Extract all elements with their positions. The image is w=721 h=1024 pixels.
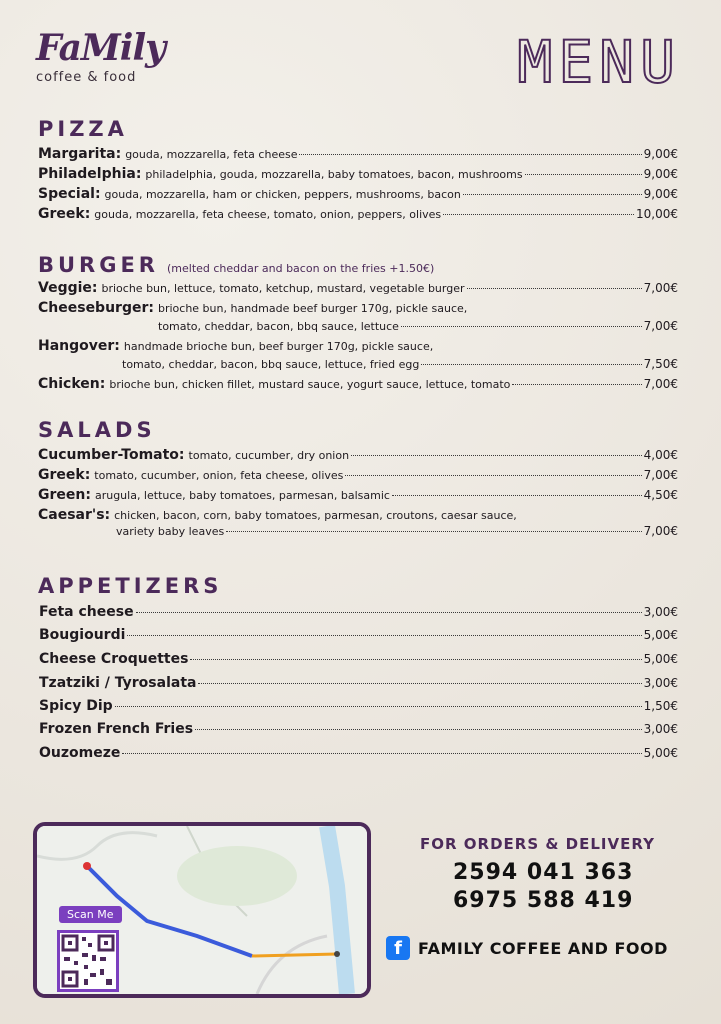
menu-item [39,698,678,714]
section-title-appetizers: APPETIZERS [38,574,223,598]
leader-dots [512,384,641,385]
menu-item [39,721,678,737]
section-title-burger [38,253,434,277]
leader-dots [345,475,641,476]
item-desc: gouda, mozzarella, ham or chicken, peppers, mushrooms, bacon [104,188,461,201]
item-price: 7,00€ [643,377,678,391]
leader-dots [122,753,641,754]
menu-item [38,487,678,503]
menu-item [38,467,678,483]
item-name: Spicy Dip [39,698,113,714]
item-name: Hangover: [38,338,120,354]
item-name: Cheese Croquettes [39,651,189,667]
item-desc: variety baby leaves [116,525,225,538]
leader-dots [525,174,642,175]
leader-dots [127,635,641,636]
menu-item [38,507,517,523]
item-price: 7,50€ [643,357,678,371]
leader-dots [463,194,642,195]
item-price: 5,00€ [643,652,678,666]
scan-me-label: Scan Me [59,906,122,923]
menu-title: MENU [517,28,681,96]
menu-item [39,627,678,643]
item-desc: brioche bun, handmade beef burger 170g, pickle sauce, [157,302,468,315]
leader-dots [401,326,642,327]
item-desc: brioche bun, lettuce, tomato, ketchup, mustard, vegetable burger [101,282,465,295]
item-price: 4,00€ [643,448,678,462]
section-title-salads: SALADS [38,418,156,442]
leader-dots [467,288,642,289]
leader-dots [226,531,641,532]
item-desc: tomato, cucumber, onion, feta cheese, olives [94,469,344,482]
leader-dots [443,214,634,215]
section-title-pizza: PIZZA [38,117,128,141]
phone-number[interactable]: 6975 588 419 [453,888,634,913]
item-price: 7,00€ [643,281,678,295]
item-price: 3,00€ [643,605,678,619]
facebook-link[interactable] [386,936,668,960]
menu-item [39,675,678,691]
item-name: Margarita: [38,146,122,162]
burger-note: (melted cheddar and bacon on the fries +1.50€) [166,262,435,275]
menu-item [39,604,678,620]
leader-dots [351,455,642,456]
item-price: 9,00€ [643,167,678,181]
item-price: 9,00€ [643,187,678,201]
menu-item [38,280,678,296]
phone-number[interactable]: 2594 041 363 [453,860,634,885]
logo-brand: FaMily [36,27,166,69]
item-desc: tomato, cucumber, dry onion [188,449,350,462]
item-name: Cucumber-Tomato: [38,447,185,463]
item-price: 7,00€ [643,319,678,333]
item-price: 10,00€ [636,207,678,221]
item-desc: handmade brioche bun, beef burger 170g, pickle sauce, [123,340,434,353]
menu-item-continued [116,524,678,538]
item-price: 3,00€ [643,722,678,736]
item-desc: gouda, mozzarella, feta cheese, tomato, onion, peppers, olives [94,208,442,221]
qr-code[interactable] [57,930,119,992]
item-name: Caesar's: [38,507,111,523]
menu-item [38,300,467,316]
item-price: 7,00€ [643,524,678,538]
section-title-text: BURGER [38,253,159,277]
item-name: Special: [38,186,101,202]
item-desc: tomato, cheddar, bacon, bbq sauce, lettuce [158,320,399,333]
item-desc: arugula, lettuce, baby tomatoes, parmesan, balsamic [94,489,390,502]
orders-heading: FOR ORDERS & DELIVERY [420,835,655,853]
item-price: 4,50€ [643,488,678,502]
location-map[interactable] [33,822,371,998]
item-price: 9,00€ [643,147,678,161]
item-name: Green: [38,487,91,503]
leader-dots [115,706,642,707]
item-name: Chicken: [38,376,106,392]
item-name: Frozen French Fries [39,721,194,737]
menu-item [38,146,678,162]
menu-item-continued [158,319,678,333]
leader-dots [198,683,641,684]
item-name: Feta cheese [39,604,134,620]
item-name: Philadelphia: [38,166,142,182]
item-desc: philadelphia, gouda, mozzarella, baby tomatoes, bacon, mushrooms [145,168,523,181]
item-desc: gouda, mozzarella, feta cheese [125,148,298,161]
leader-dots [190,659,641,660]
menu-item [38,338,433,354]
menu-item [39,651,678,667]
item-desc: brioche bun, chicken fillet, mustard sauce, yogurt sauce, lettuce, tomato [109,378,511,391]
facebook-label: FAMILY COFFEE AND FOOD [418,938,668,958]
item-name: Tzatziki / Tyrosalata [39,675,197,691]
leader-dots [136,612,642,613]
logo [36,28,165,85]
item-price: 5,00€ [643,628,678,642]
qr-pattern-icon [60,933,116,989]
item-name: Ouzomeze [39,745,121,761]
menu-item-continued [122,357,678,371]
menu-item [38,376,678,392]
leader-dots [299,154,641,155]
item-name: Greek: [38,206,91,222]
item-price: 7,00€ [643,468,678,482]
leader-dots [421,364,641,365]
menu-item [38,166,678,182]
menu-item [39,745,678,761]
item-name: Greek: [38,467,91,483]
leader-dots [195,729,642,730]
menu-item [38,447,678,463]
item-desc: chicken, bacon, corn, baby tomatoes, parmesan, croutons, caesar sauce, [114,509,517,522]
item-price: 5,00€ [643,746,678,760]
menu-item [38,206,678,222]
item-name: Veggie: [38,280,98,296]
item-desc: tomato, cheddar, bacon, bbq sauce, lettuce, fried egg [122,358,420,371]
menu-item [38,186,678,202]
facebook-icon: f [386,936,410,960]
item-name: Cheeseburger: [38,300,154,316]
logo-subtitle: coffee & food [36,70,137,85]
item-price: 3,00€ [643,676,678,690]
item-price: 1,50€ [643,699,678,713]
leader-dots [392,495,642,496]
item-name: Bougiourdi [39,627,126,643]
